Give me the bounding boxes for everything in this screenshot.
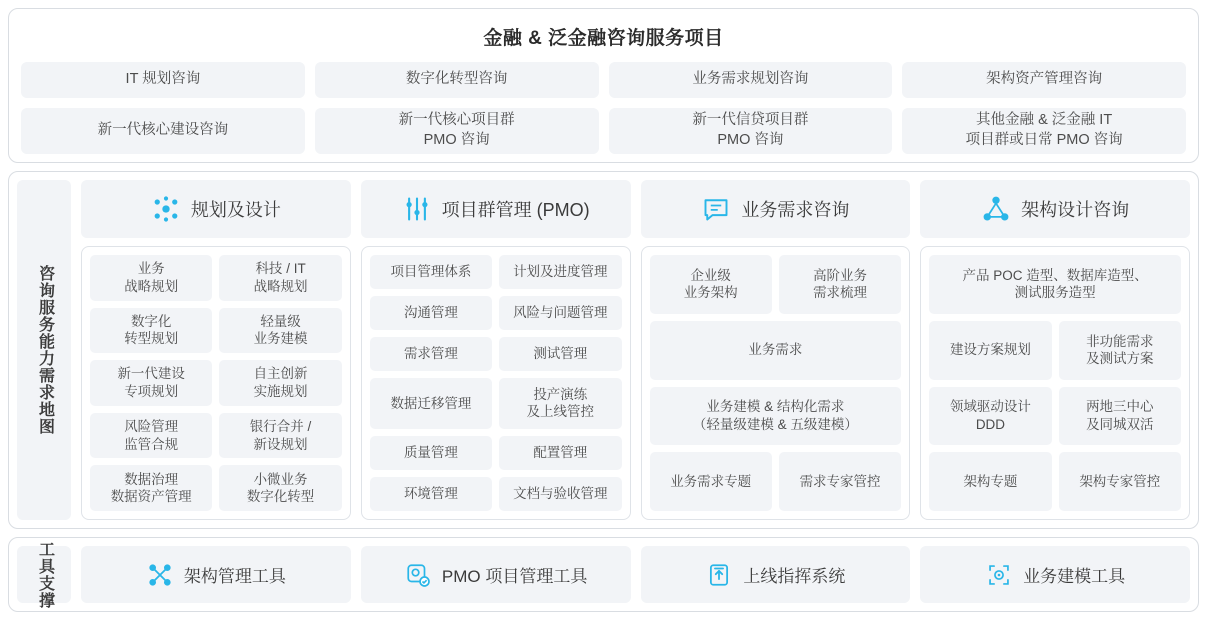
capability-item: 数字化 转型规划 [90, 308, 212, 354]
architecture-tree-icon [981, 194, 1011, 224]
capability-item: 配置管理 [499, 436, 621, 470]
capability-item: 风险管理 监管合规 [90, 413, 212, 459]
capability-band-label-text: 咨询服务能力需求地图 [36, 265, 54, 435]
column-architecture-design [920, 180, 1190, 520]
column-header [361, 180, 631, 238]
capability-rows [929, 255, 1181, 511]
capability-band-label [17, 180, 71, 520]
capability-row [929, 387, 1181, 446]
capability-item: 领域驱动设计 DDD [929, 387, 1051, 446]
upload-launch-icon [705, 561, 733, 589]
capability-item: 计划及进度管理 [499, 255, 621, 289]
capability-item: 新一代建设 专项规划 [90, 360, 212, 406]
capability-row [929, 255, 1181, 314]
column-title: 业务需求咨询 [741, 200, 850, 220]
capability-item: 质量管理 [370, 436, 492, 470]
tool-label: PMO 项目管理工具 [441, 567, 588, 586]
capability-row [650, 452, 902, 511]
page-title: 金融 & 泛金融咨询服务项目 [483, 28, 724, 49]
column-body [641, 246, 911, 520]
capability-rows [650, 255, 902, 511]
tool-list [81, 546, 1190, 603]
tool-support-band [8, 537, 1199, 612]
tool-label: 上线指挥系统 [743, 567, 846, 586]
capability-item: 产品 POC 造型、数据库造型、 测试服务造型 [929, 255, 1181, 314]
tool-item[interactable] [920, 546, 1190, 603]
top-cell: 新一代核心项目群 PMO 咨询 [315, 108, 599, 154]
network-nodes-icon [151, 194, 181, 224]
top-row-2 [21, 108, 1186, 154]
top-cell: 其他金融 & 泛金融 IT 项目群或日常 PMO 咨询 [902, 108, 1186, 154]
capability-band [8, 171, 1199, 529]
capability-item: 风险与问题管理 [499, 296, 621, 330]
column-title: 规划及设计 [190, 200, 281, 220]
capability-item: 项目管理体系 [370, 255, 492, 289]
capability-columns [81, 180, 1190, 520]
capability-item: 轻量级 业务建模 [219, 308, 341, 354]
capability-item: 业务 战略规划 [90, 255, 212, 301]
column-pmo [361, 180, 631, 520]
tool-support-label-text: 工具支撑 [36, 540, 54, 609]
capability-item: 自主创新 实施规划 [219, 360, 341, 406]
top-cell: 新一代信贷项目群 PMO 咨询 [609, 108, 893, 154]
column-body [81, 246, 351, 520]
capability-item: 环境管理 [370, 477, 492, 511]
capability-item: 企业级 业务架构 [650, 255, 772, 314]
capability-item: 高阶业务 需求梳理 [779, 255, 901, 314]
capability-item: 科技 / IT 战略规划 [219, 255, 341, 301]
tool-support-label [17, 540, 71, 609]
capability-item: 非功能需求 及测试方案 [1059, 321, 1181, 380]
capability-item: 业务需求 [650, 321, 902, 380]
top-cell: 数字化转型咨询 [315, 62, 599, 98]
capability-row [650, 321, 902, 380]
column-title: 架构设计咨询 [1021, 200, 1130, 220]
tool-item[interactable] [81, 546, 351, 603]
top-panel [8, 8, 1199, 163]
capability-row [650, 255, 902, 314]
capability-item: 投产演练 及上线管控 [499, 378, 621, 429]
capability-row [650, 387, 902, 446]
column-title: 项目群管理 (PMO) [441, 200, 590, 220]
sliders-icon [402, 194, 432, 224]
capability-item: 架构专题 [929, 452, 1051, 511]
top-cell: 架构资产管理咨询 [902, 62, 1186, 98]
tool-label: 架构管理工具 [183, 567, 286, 586]
top-cell: 业务需求规划咨询 [609, 62, 893, 98]
tool-item[interactable] [361, 546, 631, 603]
capability-item: 银行合并 / 新设规划 [219, 413, 341, 459]
capability-row [929, 321, 1181, 380]
column-planning-design [81, 180, 351, 520]
capability-item: 需求专家管控 [779, 452, 901, 511]
capability-item: 数据迁移管理 [370, 378, 492, 429]
capability-grid [370, 255, 622, 511]
pmo-gear-icon [404, 561, 432, 589]
tool-item[interactable] [641, 546, 911, 603]
capability-row [929, 452, 1181, 511]
capability-item: 需求管理 [370, 337, 492, 371]
modeling-frame-icon [985, 561, 1013, 589]
column-body [361, 246, 631, 520]
column-header [81, 180, 351, 238]
column-body [920, 246, 1190, 520]
top-cell: IT 规划咨询 [21, 62, 305, 98]
chat-bubble-icon [701, 194, 731, 224]
column-business-requirements [641, 180, 911, 520]
capability-item: 小微业务 数字化转型 [219, 465, 341, 511]
capability-item: 数据治理 数据资产管理 [90, 465, 212, 511]
column-header [920, 180, 1190, 238]
top-cell: 新一代核心建设咨询 [21, 108, 305, 154]
capability-grid [90, 255, 342, 511]
column-header [641, 180, 911, 238]
capability-item: 沟通管理 [370, 296, 492, 330]
capability-item: 建设方案规划 [929, 321, 1051, 380]
capability-item: 业务需求专题 [650, 452, 772, 511]
capability-item: 业务建模 & 结构化需求 （轻量级建模 & 五级建模） [650, 387, 902, 446]
top-row-1 [21, 62, 1186, 98]
tool-label: 业务建模工具 [1023, 567, 1126, 586]
capability-item: 两地三中心 及同城双活 [1059, 387, 1181, 446]
capability-item: 文档与验收管理 [499, 477, 621, 511]
architecture-tool-icon [146, 561, 174, 589]
capability-item: 架构专家管控 [1059, 452, 1181, 511]
capability-item: 测试管理 [499, 337, 621, 371]
